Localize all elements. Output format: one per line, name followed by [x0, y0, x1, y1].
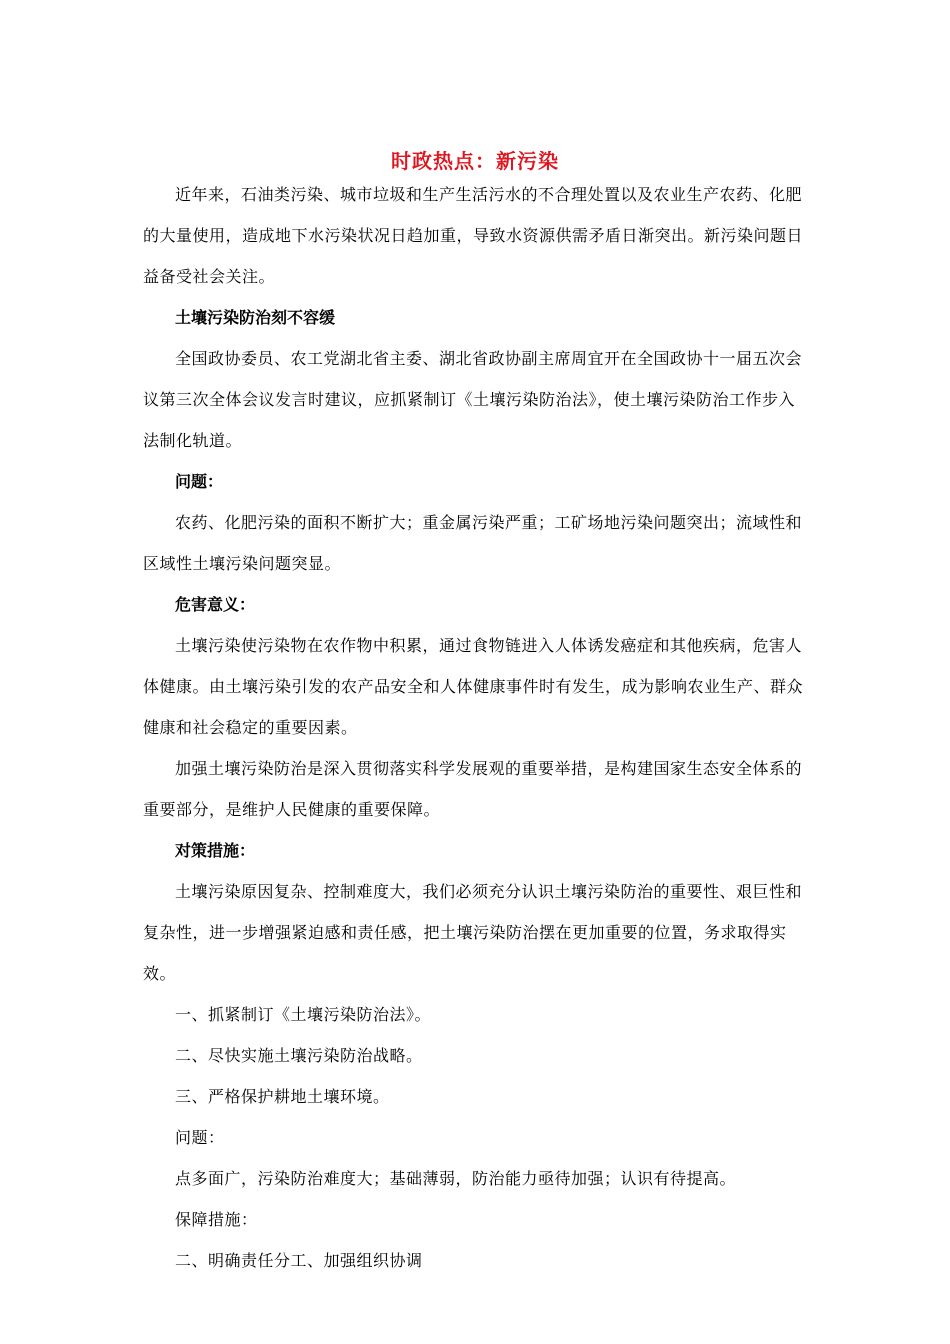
paragraph-proposal: 全国政协委员、农工党湖北省主委、湖北省政协副主席周宜开在全国政协十一届五次会议第三次全体会议发言时建议，应抓紧制订《土壤污染防治法》，使土壤污染防治工作步入法制化轨道。 — [143, 349, 803, 450]
paragraph-problem: 农药、化肥污染的面积不断扩大；重金属污染严重；工矿场地污染问题突出；流域性和区域性土壤污染问题突显。 — [143, 513, 803, 573]
section-heading-soil: 土壤污染防治刻不容缓 — [175, 308, 336, 327]
heading-problem: 问题： — [175, 472, 224, 491]
paragraph-harm-2: 加强土壤污染防治是深入贯彻落实科学发展观的重要举措，是构建国家生态安全体系的重要部分，是维护人民健康的重要保障。 — [143, 759, 803, 819]
label-problem-2: 问题： — [175, 1128, 225, 1147]
document-title: 时政热点：新污染 — [391, 149, 559, 173]
label-guarantee: 保障措施： — [175, 1210, 258, 1229]
paragraph-problem-2: 点多面广，污染防治难度大；基础薄弱，防治能力亟待加强；认识有待提高。 — [175, 1169, 737, 1188]
paragraph-measures: 土壤污染原因复杂、控制难度大，我们必须充分认识土壤污染防治的重要性、艰巨性和复杂性，进一步增强紧迫感和责任感，把土壤污染防治摆在更加重要的位置，务求取得实效。 — [143, 882, 803, 983]
paragraph-harm-1: 土壤污染使污染物在农作物中积累，通过食物链进入人体诱发癌症和其他疾病，危害人体健康。由土壤污染引发的农产品安全和人体健康事件时有发生，成为影响农业生产、群众健康和社会稳定的重要因素。 — [143, 636, 804, 737]
measure-item-3: 三、严格保护耕地土壤环境。 — [175, 1087, 390, 1106]
measure-item-1: 一、抓紧制订《土壤污染防治法》。 — [175, 1005, 432, 1024]
guarantee-item-1: 二、明确责任分工、加强组织协调 — [175, 1251, 423, 1270]
heading-measures: 对策措施： — [175, 841, 256, 860]
measure-item-2: 二、尽快实施土壤污染防治战略。 — [175, 1046, 423, 1065]
document-body — [143, 174, 811, 1281]
intro-paragraph: 近年来，石油类污染、城市垃圾和生产生活污水的不合理处置以及农业生产农药、化肥的大量使用，造成地下水污染状况日趋加重，导致水资源供需矛盾日渐突出。新污染问题日益备受社会关注。 — [143, 185, 804, 286]
heading-harm: 危害意义： — [175, 595, 256, 614]
